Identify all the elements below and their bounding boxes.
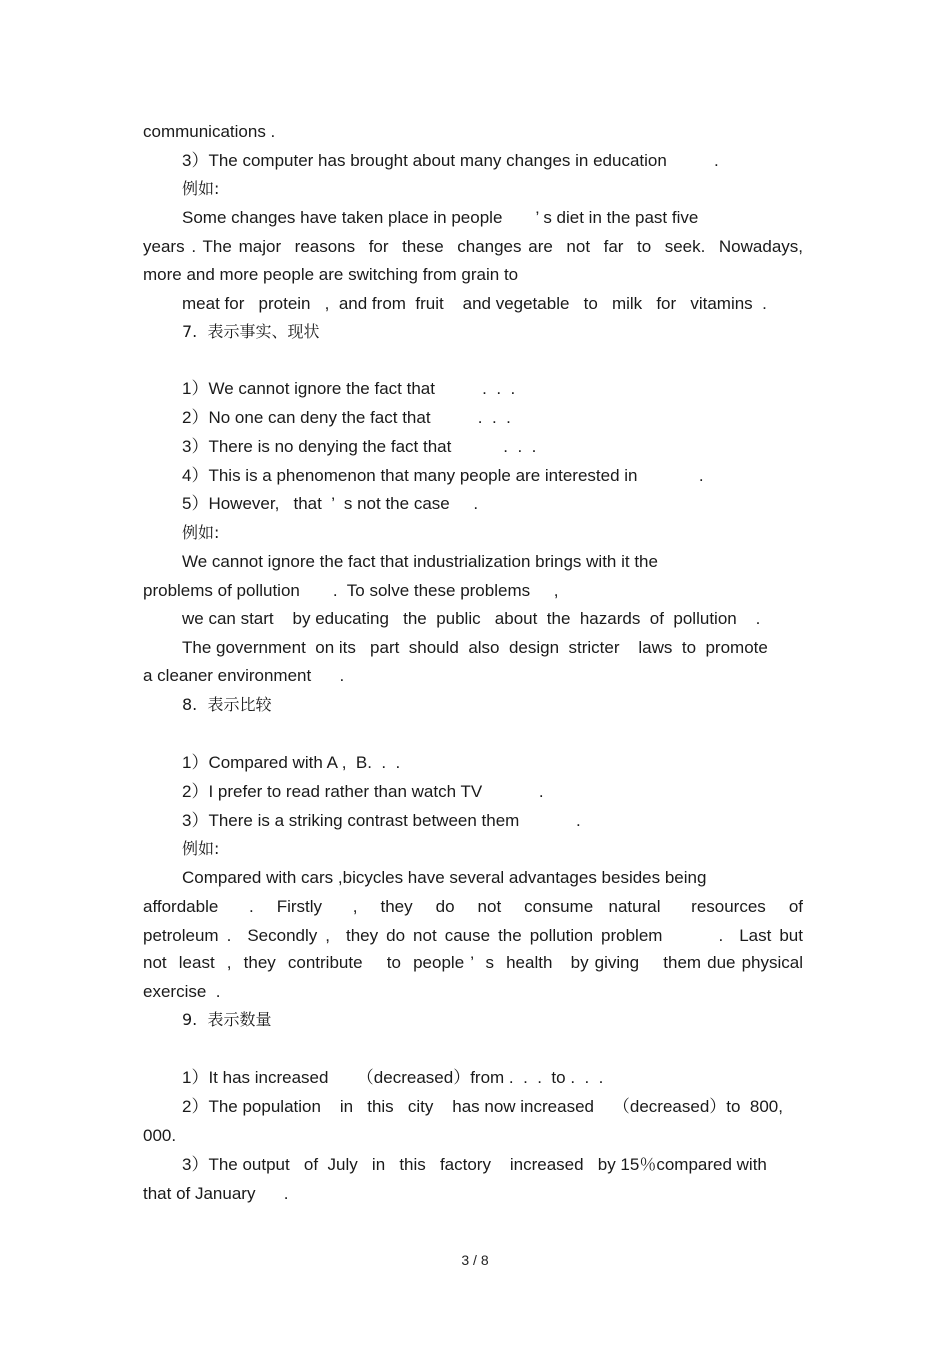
page-number: 3 / 8: [461, 1252, 489, 1268]
text-line: We cannot ignore the fact that industrialization brings with it the: [182, 552, 658, 571]
text-line: more and more people are switching from grain to: [143, 265, 519, 284]
example-label: 例如:: [182, 839, 220, 858]
text-line: 2）I prefer to read rather than watch TV .: [182, 782, 544, 801]
example-label: 例如:: [182, 523, 220, 542]
text-line: that of January .: [143, 1184, 289, 1203]
text-line: years . The major reasons for these changes are not far to seek. Nowadays,: [143, 237, 803, 256]
text-line: Some changes have taken place in people ’ s diet in the past five: [182, 208, 699, 227]
text-line: 3）The computer has brought about many changes in education .: [182, 151, 719, 170]
text-line: 4）This is a phenomenon that many people are interested in .: [182, 466, 704, 485]
text-line: 2）No one can deny the fact that . . .: [182, 408, 511, 427]
example-label: 例如:: [182, 179, 220, 198]
text-line: 1）We cannot ignore the fact that . . .: [182, 379, 516, 398]
text-line: we can start by educating the public about the hazards of pollution .: [182, 609, 761, 628]
text-line: 1）It has increased （decreased）from . . . to . . .: [182, 1068, 604, 1087]
text-line: problems of pollution . To solve these problems ,: [143, 581, 559, 600]
text-line: 2）The population in this city has now increased （decreased）to 800,: [182, 1097, 783, 1116]
text-line: Compared with cars ,bicycles have several advantages besides being: [182, 868, 707, 887]
text-line: not least , they contribute to people ’ s health by giving them due physical: [143, 953, 803, 972]
text-line: 000.: [143, 1126, 177, 1145]
text-line: affordable . Firstly , they do not consume natural resources of: [143, 897, 803, 916]
text-line: 3）There is a striking contrast between them .: [182, 811, 581, 830]
text-line: The government on its part should also design stricter laws to promote: [182, 638, 768, 657]
text-line: petroleum . Secondly , they do not cause the pollution problem . Last but: [143, 926, 803, 945]
section-heading: 8. 表示比较: [182, 695, 272, 714]
text-line: 3）There is no denying the fact that . . .: [182, 437, 537, 456]
text-line: 5）However, that ’ s not the case .: [182, 494, 479, 513]
text-line: 1）Compared with A , B. . .: [182, 753, 401, 772]
text-line: exercise .: [143, 982, 221, 1001]
section-heading: 7. 表示事实、现状: [182, 322, 320, 341]
text-line: 3）The output of July in this factory increased by 15％compared with: [182, 1155, 767, 1174]
text-line: a cleaner environment .: [143, 666, 345, 685]
text-line: communications .: [143, 122, 276, 141]
text-line: meat for protein , and from fruit and vegetable to milk for vitamins .: [182, 294, 767, 313]
section-heading: 9. 表示数量: [182, 1010, 272, 1029]
